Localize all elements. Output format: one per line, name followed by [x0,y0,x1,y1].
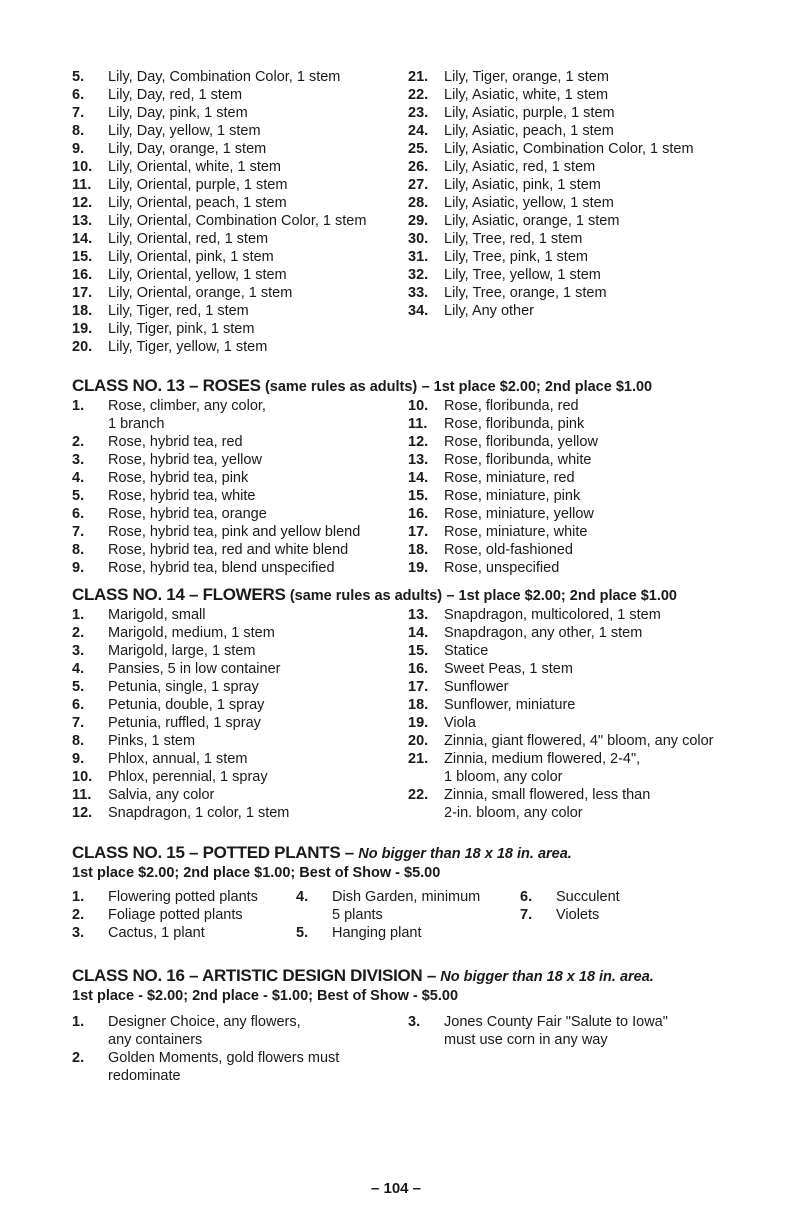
artistic-design-list-left [72,1013,408,1085]
item-text: Rose, hybrid tea, white [108,488,256,504]
item-text: Lily, Oriental, orange, 1 stem [108,285,293,301]
item-text: Rose, hybrid tea, yellow [108,452,262,468]
item-number: 30. [408,231,429,247]
list-item [408,469,732,487]
list-item [72,266,408,284]
list-item [72,487,408,505]
list-item [72,804,408,822]
item-number: 16. [408,661,429,677]
list-item [408,158,732,176]
item-number: 10. [72,159,93,175]
list-item [408,302,732,320]
item-number: 12. [408,434,429,450]
list-item [72,505,408,523]
item-number: 10. [72,769,93,785]
item-text: Marigold, medium, 1 stem [108,625,275,641]
item-number: 2. [72,1050,85,1066]
item-number: 6. [72,697,85,713]
item-number: 34. [408,303,429,319]
class15-note: No bigger than 18 x 18 in. area. [358,846,572,862]
class16-heading [72,966,732,987]
item-text: Lily, Tree, orange, 1 stem [444,285,607,301]
list-item [72,1049,408,1085]
item-number: 7. [72,715,85,731]
list-item [72,451,408,469]
list-item [408,696,732,714]
list-item [408,451,732,469]
item-number: 20. [72,339,93,355]
flowers-list-right [408,606,732,822]
class16-note: No bigger than 18 x 18 in. area. [440,969,654,985]
list-item [72,230,408,248]
list-item [72,541,408,559]
item-text: Phlox, perennial, 1 spray [108,769,268,785]
item-text: Rose, hybrid tea, pink and yellow blend [108,524,361,540]
list-item [72,714,408,732]
artistic-design-list-right [408,1013,732,1085]
item-text: Lily, Day, pink, 1 stem [108,105,248,121]
item-number: 8. [72,733,85,749]
item-text: Lily, Oriental, purple, 1 stem [108,177,288,193]
item-text: Lily, Tiger, yellow, 1 stem [108,339,268,355]
list-item [72,194,408,212]
item-text-continued: 1 bloom, any color [444,769,563,785]
list-item [72,624,408,642]
list-item [72,1013,408,1049]
item-number: 20. [408,733,429,749]
item-text: Pansies, 5 in low container [108,661,281,677]
item-number: 15. [408,488,429,504]
item-text: Rose, hybrid tea, red [108,434,243,450]
item-text: Rose, old-fashioned [444,542,573,558]
item-text: Lily, Day, Combination Color, 1 stem [108,69,341,85]
class13-rules: (same rules as adults) [264,379,418,395]
lily-list-right [408,68,732,356]
list-item [408,248,732,266]
item-text: Lily, Asiatic, red, 1 stem [444,159,596,175]
list-item [72,523,408,541]
lily-list [72,68,732,356]
list-item [408,194,732,212]
item-number: 9. [72,141,85,157]
item-number: 17. [72,285,93,301]
list-item [72,606,408,624]
item-number: 4. [72,470,85,486]
item-text: Lily, Asiatic, Combination Color, 1 stem [444,141,694,157]
item-number: 32. [408,267,429,283]
class14-heading [72,585,732,606]
list-item [408,642,732,660]
lily-list-left [72,68,408,356]
list-item [408,140,732,158]
item-text: Violets [556,907,600,923]
item-text: Lily, Tree, pink, 1 stem [444,249,588,265]
item-number: 7. [72,524,85,540]
item-text: Lily, Tiger, red, 1 stem [108,303,249,319]
item-text: Lily, Asiatic, pink, 1 stem [444,177,601,193]
item-text: Foliage potted plants [108,907,243,923]
item-number: 1. [72,398,85,414]
list-item [72,68,408,86]
list-item [72,786,408,804]
item-text: Lily, Day, orange, 1 stem [108,141,267,157]
item-text: Rose, floribunda, yellow [444,434,598,450]
item-text: Rose, floribunda, pink [444,416,585,432]
item-number: 6. [520,889,533,905]
list-item [408,660,732,678]
class13-title: CLASS NO. 13 – ROSES [72,376,261,395]
item-number: 18. [408,697,429,713]
potted-plants-col-2 [296,888,520,942]
roses-list [72,397,732,577]
potted-plants-col-3 [520,888,732,942]
item-number: 9. [72,751,85,767]
list-item [296,924,520,942]
item-text: Zinnia, giant flowered, 4" bloom, any color [444,733,714,749]
flowers-list [72,606,732,822]
item-number: 3. [72,452,85,468]
item-number: 29. [408,213,429,229]
list-item [408,487,732,505]
item-text-continued: must use corn in any way [444,1032,608,1048]
item-number: 13. [408,607,429,623]
flowers-list-left [72,606,408,822]
list-item [72,140,408,158]
potted-plants-col-1 [72,888,296,942]
item-text-continued: 2-in. bloom, any color [444,805,583,821]
item-number: 22. [408,87,429,103]
list-item [408,505,732,523]
list-item [72,660,408,678]
item-text: Lily, Oriental, red, 1 stem [108,231,269,247]
item-text: Lily, Oriental, peach, 1 stem [108,195,287,211]
item-number: 5. [296,925,309,941]
item-text: Lily, Oriental, Combination Color, 1 stem [108,213,367,229]
item-text: Petunia, ruffled, 1 spray [108,715,261,731]
item-number: 31. [408,249,429,265]
item-text: Rose, miniature, yellow [444,506,594,522]
item-text: Zinnia, small flowered, less than [444,787,651,803]
item-text: Sunflower [444,679,509,695]
item-number: 13. [72,213,93,229]
class15-heading [72,843,732,864]
item-number: 27. [408,177,429,193]
item-text: Lily, Tiger, pink, 1 stem [108,321,255,337]
item-number: 5. [72,488,85,504]
item-text: Lily, Oriental, white, 1 stem [108,159,281,175]
item-number: 3. [72,643,85,659]
item-text: Statice [444,643,489,659]
item-text: Phlox, annual, 1 stem [108,751,248,767]
class16-title: CLASS NO. 16 – ARTISTIC DESIGN DIVISION – [72,966,436,985]
list-item [72,104,408,122]
roses-list-left [72,397,408,577]
list-item [72,284,408,302]
item-text: Lily, Oriental, pink, 1 stem [108,249,274,265]
item-number: 21. [408,69,429,85]
list-item [408,541,732,559]
list-item [520,906,732,924]
list-item [72,732,408,750]
item-text: Lily, Day, red, 1 stem [108,87,243,103]
item-text: Rose, climber, any color, [108,398,266,414]
item-number: 24. [408,123,429,139]
item-number: 3. [72,925,85,941]
item-text: Lily, Oriental, yellow, 1 stem [108,267,287,283]
list-item [72,642,408,660]
list-item [408,678,732,696]
item-number: 1. [72,607,85,623]
item-text: Lily, Asiatic, purple, 1 stem [444,105,615,121]
list-item [408,212,732,230]
item-number: 23. [408,105,429,121]
item-number: 2. [72,434,85,450]
list-item [408,624,732,642]
class16-prizes: 1st place - $2.00; 2nd place - $1.00; Best of Show - $5.00 [72,988,459,1004]
page-number: – 104 – [370,1180,422,1197]
item-number: 17. [408,679,429,695]
list-item [72,176,408,194]
list-item [408,68,732,86]
item-text: Succulent [556,889,620,905]
item-number: 19. [408,715,429,731]
class15-title: CLASS NO. 15 – POTTED PLANTS – [72,843,354,862]
list-item [72,696,408,714]
item-number: 11. [72,177,92,193]
item-text: Lily, Asiatic, orange, 1 stem [444,213,620,229]
list-item [520,888,732,906]
item-text: Viola [444,715,476,731]
item-number: 6. [72,506,85,522]
item-text: Flowering potted plants [108,889,258,905]
item-text: Lily, Asiatic, yellow, 1 stem [444,195,614,211]
list-item [408,714,732,732]
item-text: Pinks, 1 stem [108,733,196,749]
list-item [72,768,408,786]
list-item [72,433,408,451]
list-item [72,924,296,942]
item-number: 7. [72,105,85,121]
item-number: 4. [296,889,309,905]
item-number: 5. [72,69,85,85]
list-item [72,559,408,577]
item-text-continued: redominate [108,1068,181,1084]
list-item [72,906,296,924]
item-text: Jones County Fair "Salute to Iowa" [444,1014,668,1030]
item-text: Dish Garden, minimum [332,889,481,905]
item-text: Rose, floribunda, red [444,398,579,414]
list-item [408,415,732,433]
list-item [408,786,732,822]
list-item [72,678,408,696]
item-number: 9. [72,560,85,576]
item-text: Rose, miniature, pink [444,488,581,504]
item-text: Rose, miniature, red [444,470,575,486]
item-number: 1. [72,889,85,905]
list-item [296,888,520,924]
list-item [408,122,732,140]
item-text: Snapdragon, any other, 1 stem [444,625,643,641]
list-item [72,469,408,487]
list-item [408,606,732,624]
item-number: 1. [72,1014,85,1030]
item-number: 11. [408,416,428,432]
item-number: 14. [408,470,429,486]
item-text: Sunflower, miniature [444,697,576,713]
list-item [408,230,732,248]
list-item [408,523,732,541]
item-number: 6. [72,87,85,103]
item-number: 2. [72,625,85,641]
item-number: 28. [408,195,429,211]
list-item [72,320,408,338]
item-text: Marigold, large, 1 stem [108,643,256,659]
list-item [408,433,732,451]
list-item [408,732,732,750]
class13-prizes: – 1st place $2.00; 2nd place $1.00 [421,379,653,395]
item-number: 8. [72,542,85,558]
list-item [408,559,732,577]
item-number: 15. [72,249,93,265]
item-text: Rose, hybrid tea, orange [108,506,267,522]
list-item [408,86,732,104]
item-number: 33. [408,285,429,301]
item-number: 11. [72,787,92,803]
item-text: Rose, unspecified [444,560,560,576]
item-number: 4. [72,661,85,677]
list-item [408,266,732,284]
class14-title: CLASS NO. 14 – FLOWERS [72,585,286,604]
item-number: 12. [72,195,93,211]
list-item [72,212,408,230]
item-number: 5. [72,679,85,695]
list-item [408,284,732,302]
item-number: 14. [408,625,429,641]
item-number: 19. [408,560,429,576]
list-item [72,888,296,906]
item-text: Petunia, single, 1 spray [108,679,259,695]
item-number: 26. [408,159,429,175]
item-text: Rose, hybrid tea, blend unspecified [108,560,335,576]
item-number: 18. [72,303,93,319]
item-text: Lily, Tree, red, 1 stem [444,231,583,247]
list-item [408,397,732,415]
potted-plants-list [72,888,732,942]
item-text: Rose, hybrid tea, pink [108,470,249,486]
list-item [408,1013,732,1049]
item-number: 19. [72,321,93,337]
list-item [72,158,408,176]
item-number: 21. [408,751,429,767]
item-number: 22. [408,787,429,803]
list-item [408,176,732,194]
item-text: Zinnia, medium flowered, 2-4", [444,751,641,767]
item-text: Snapdragon, multicolored, 1 stem [444,607,661,623]
list-item [72,397,408,433]
page-content [72,68,732,1085]
item-text: Designer Choice, any flowers, [108,1014,301,1030]
class13-heading [72,376,732,397]
list-item [72,750,408,768]
list-item [408,750,732,786]
item-text: Petunia, double, 1 spray [108,697,265,713]
artistic-design-list [72,1013,732,1085]
item-text: Lily, Asiatic, peach, 1 stem [444,123,614,139]
class14-prizes: – 1st place $2.00; 2nd place $1.00 [446,588,677,604]
item-number: 18. [408,542,429,558]
item-number: 3. [408,1014,421,1030]
item-text: Marigold, small [108,607,206,623]
item-number: 12. [72,805,93,821]
item-text: Lily, Tree, yellow, 1 stem [444,267,601,283]
item-number: 14. [72,231,93,247]
item-text: Rose, floribunda, white [444,452,592,468]
item-number: 10. [408,398,429,414]
item-text-continued: any containers [108,1032,203,1048]
item-number: 17. [408,524,429,540]
class15-prizes: 1st place $2.00; 2nd place $1.00; Best of Show - $5.00 [72,865,441,881]
item-text-continued: 1 branch [108,416,165,432]
class14-rules: (same rules as adults) [289,588,443,604]
item-text: Cactus, 1 plant [108,925,205,941]
item-number: 13. [408,452,429,468]
list-item [72,122,408,140]
item-text: Golden Moments, gold flowers must [108,1050,340,1066]
list-item [72,338,408,356]
roses-list-right [408,397,732,577]
item-number: 8. [72,123,85,139]
item-text: Hanging plant [332,925,422,941]
item-text: Salvia, any color [108,787,215,803]
item-text: Snapdragon, 1 color, 1 stem [108,805,290,821]
item-number: 2. [72,907,85,923]
item-number: 25. [408,141,429,157]
item-number: 15. [408,643,429,659]
item-text-continued: 5 plants [332,907,383,923]
item-number: 16. [408,506,429,522]
list-item [72,248,408,266]
item-text: Sweet Peas, 1 stem [444,661,573,677]
item-text: Lily, Asiatic, white, 1 stem [444,87,609,103]
list-item [72,302,408,320]
item-number: 16. [72,267,93,283]
item-text: Lily, Any other [444,303,535,319]
item-text: Rose, hybrid tea, red and white blend [108,542,349,558]
item-text: Rose, miniature, white [444,524,588,540]
item-text: Lily, Day, yellow, 1 stem [108,123,261,139]
item-number: 7. [520,907,533,923]
item-text: Lily, Tiger, orange, 1 stem [444,69,609,85]
list-item [408,104,732,122]
list-item [72,86,408,104]
